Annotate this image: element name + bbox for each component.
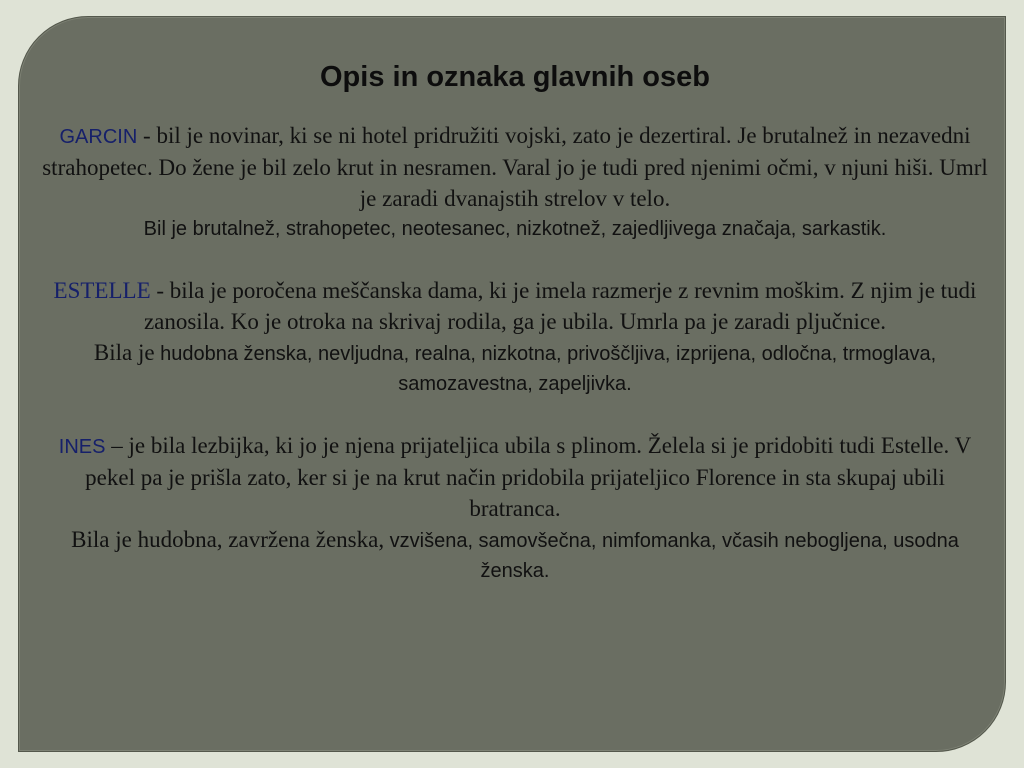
garcin-name: GARCIN: [59, 126, 138, 148]
garcin-paragraph: [40, 120, 990, 244]
estelle-name: ESTELLE: [53, 278, 151, 303]
ines-description-text: – je bila lezbijka, ki jo je njena prijateljica ubila s plinom. Želela si je pridobiti tudi Estelle. V pekel pa je prišla zato, ker si je na krut način pridobila prijateljico Florence in sta skupaj ubili bratranca.: [85, 433, 972, 521]
ines-paragraph: [40, 430, 990, 586]
estelle-traits-lead: Bila je: [93, 340, 155, 365]
estelle-description-text: - bila je poročena meščanska dama, ki je imela razmerje z revnim moškim. Z njim je tudi zanosila. Ko je otroka na skrivaj rodila, ga je ubila. Umrla pa je zaradi pljučnice.: [143, 278, 977, 334]
ines-traits-text: vzvišena, samovšečna, nimfomanka, včasih nebogljena, usodna ženska.: [384, 530, 959, 582]
estelle-description: [40, 275, 990, 337]
slide-content: [40, 60, 990, 617]
garcin-description-text: - bil je novinar, ki se ni hotel pridružiti vojski, zato je dezertiral. Je brutalnež in nezavedni strahopetec. Do žene je bil zelo krut in nesramen. Varal jo je tudi pred njenimi očmi, v njuni hiši. Umrl je zaradi dvanajstih strelov v telo.: [42, 123, 988, 211]
estelle-paragraph: [40, 275, 990, 399]
slide-title: Opis in oznaka glavnih oseb: [320, 61, 710, 93]
ines-traits: [40, 524, 990, 586]
garcin-traits: Bil je brutalnež, strahopetec, neotesanec, nizkotnež, zajedljivega značaja, sarkastik.: [143, 218, 887, 240]
garcin-description: [40, 120, 990, 214]
ines-traits-lead: Bila je hudobna, zavržena ženska,: [71, 527, 385, 552]
ines-description: [40, 430, 990, 524]
estelle-traits: [40, 337, 990, 399]
ines-name: INES: [58, 436, 106, 458]
estelle-traits-text: hudobna ženska, nevljudna, realna, nizkotna, privoščljiva, izprijena, odločna, trmoglava, samozavestna, zapeljivka.: [154, 343, 937, 395]
